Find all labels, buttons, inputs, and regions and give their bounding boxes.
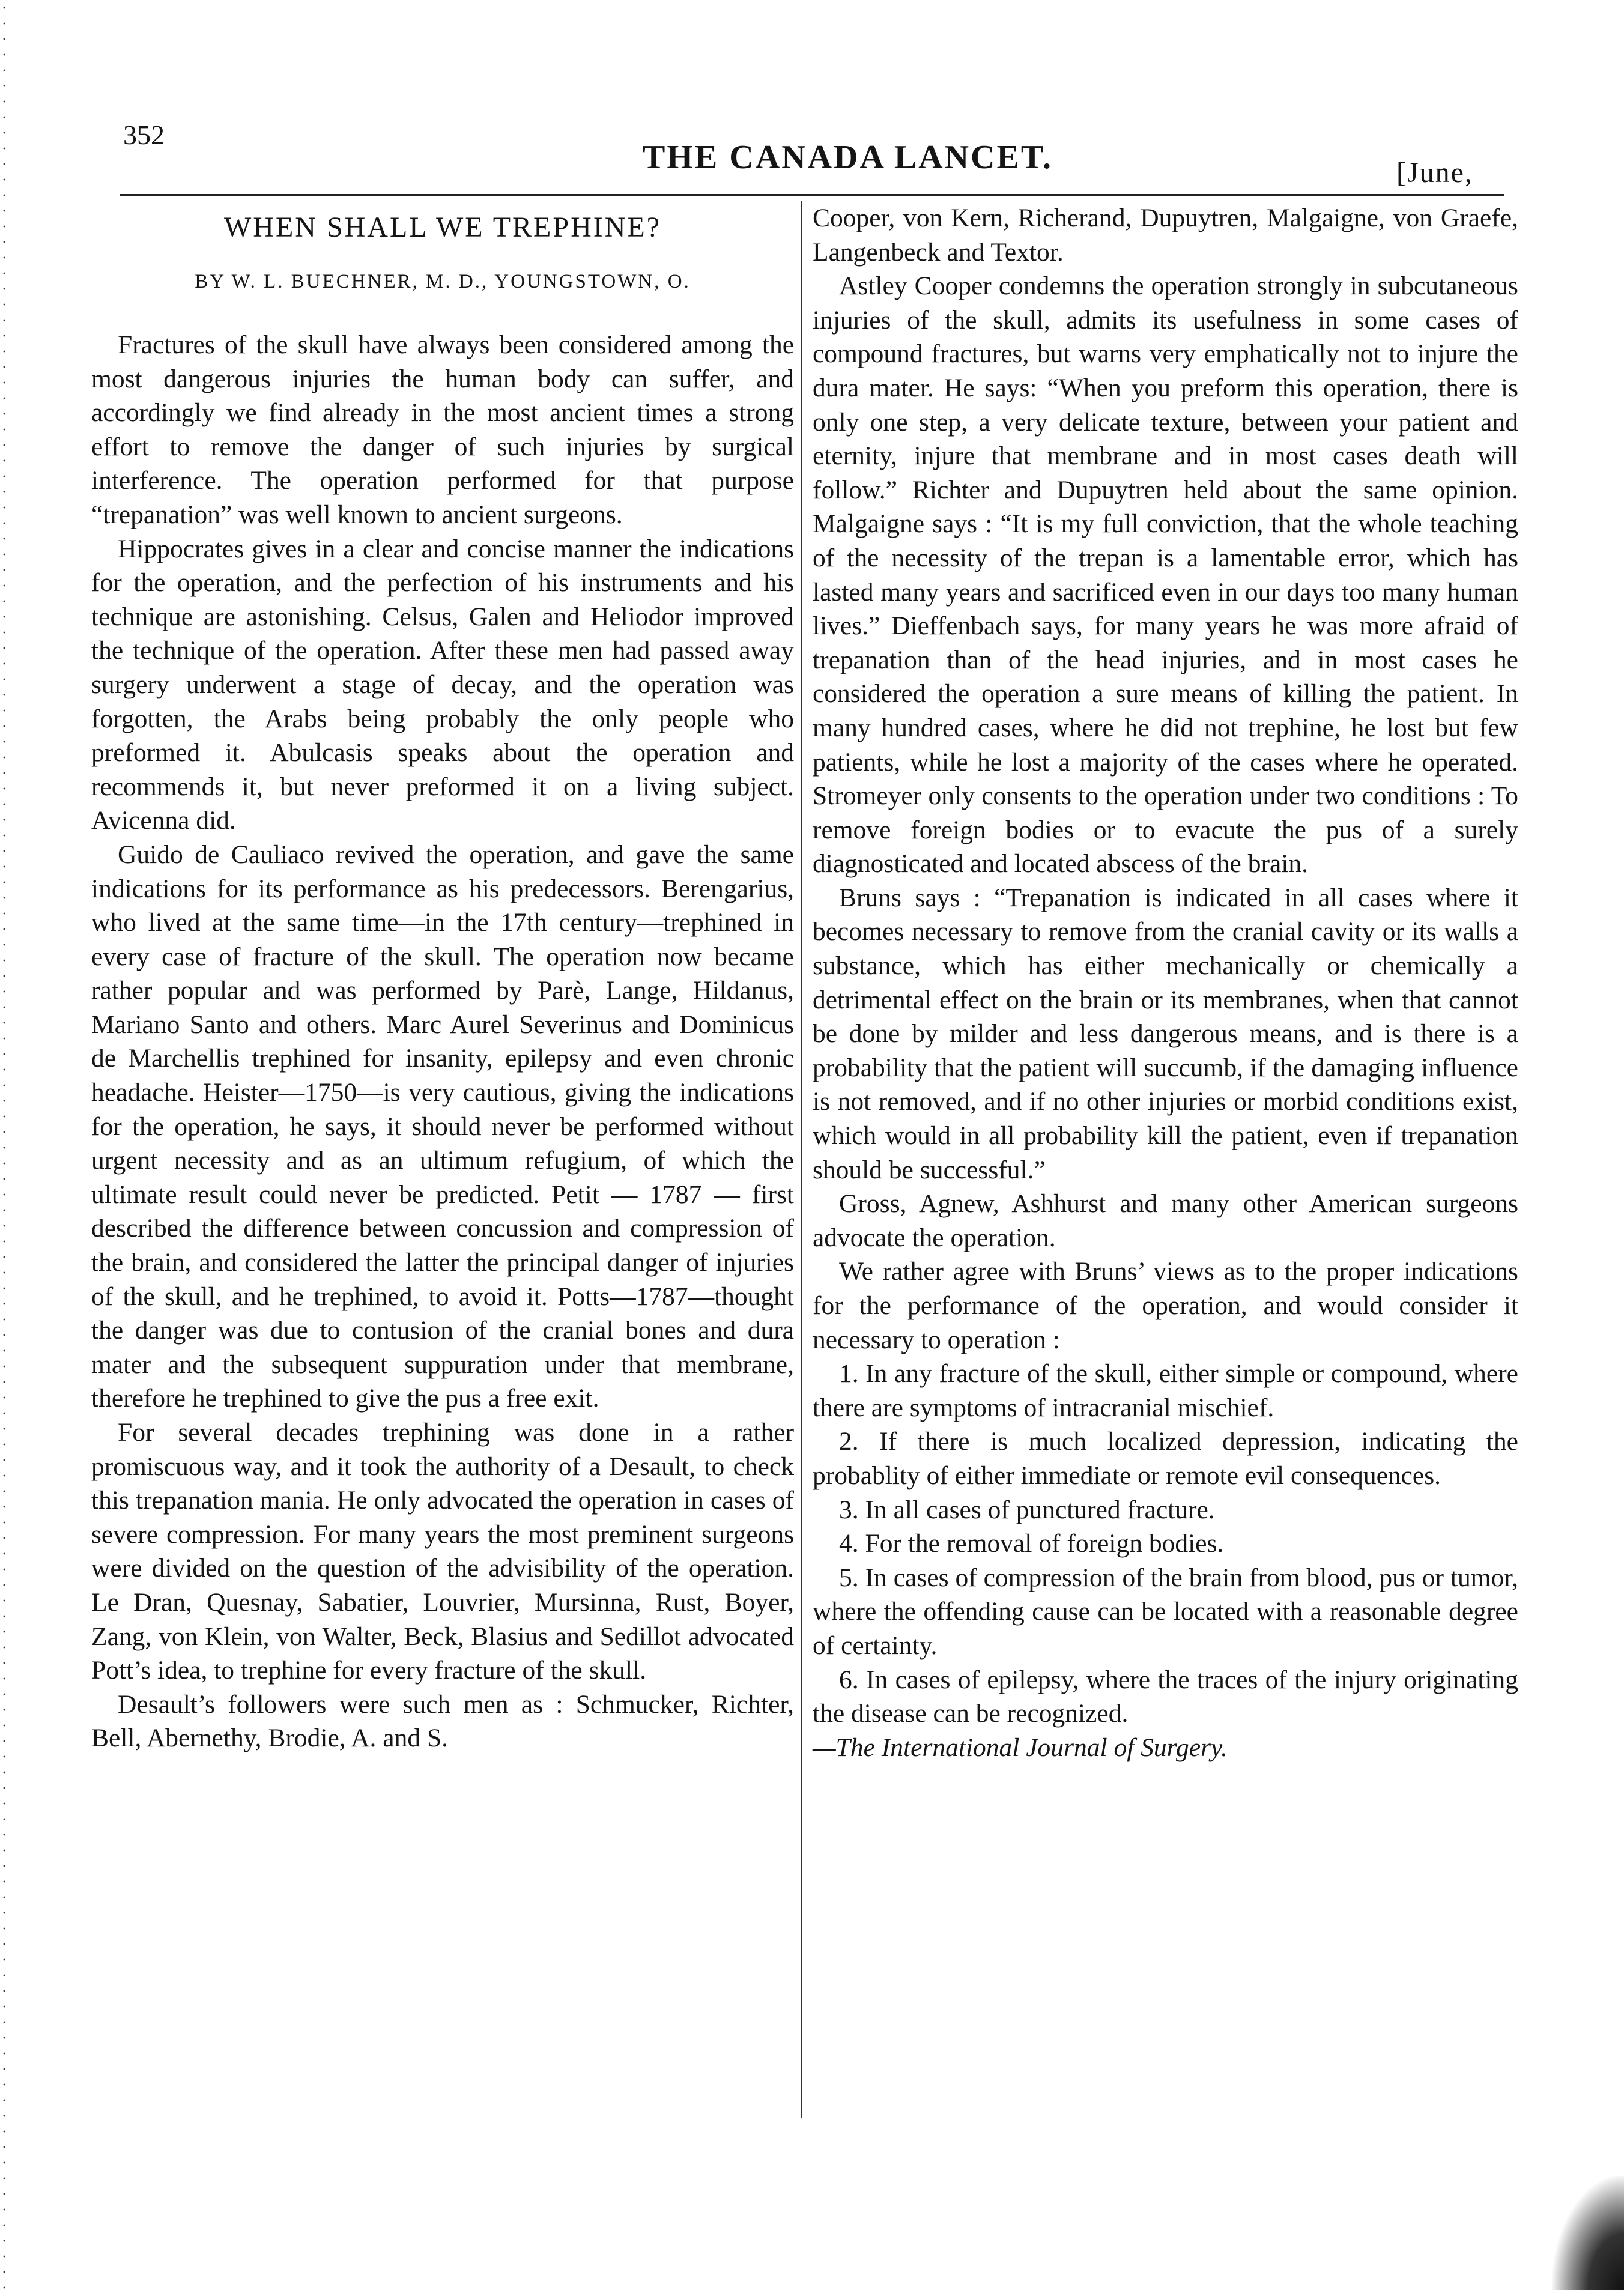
paragraph-astley-cooper: Astley Cooper condemns the operation strongly in subcutaneous injuries of the skull, admits its usefulness in some cases of compound fractures, but warns very emphatically not to injure the dura mater. He says: “When you preform this operation, there is only one step, a very delicate texture, between your patient and eternity, injure that membrane and in most cases death will follow.” Richter and Dupuytren held about the same opinion. Malgaigne says : “It is my full conviction, that the whole teaching of the necessity of the trepan is a lamentable error, which has lasted many years and sacrificed even in our days too many human lives.” Dieffenbach says, for many years he was more afraid of trepanation than of the head injuries, and in most cases he considered the operation a sure means of killing the patient. In many hundred cases, where he did not trephine, he lost but few patients, while he lost a majority of the cases where he operated. Stromeyer only consents to the operation under two conditions : To remove foreign bodies or to evacute the pus of a surely diagnosticated and located abscess of the brain. (813, 271, 1518, 879)
paragraph-conclusion: We rather agree with Bruns’ views as to the proper indications for the performance of the operation, and would consider it necessary to operation : (813, 1257, 1518, 1354)
indication-item: 5. In cases of compression of the brain from blood, pus or tumor, where the offending cause can be located with a reasonable degree of certainty. (813, 1563, 1518, 1660)
indication-item: 1. In any fracture of the skull, either simple or compound, where there are symptoms of intracranial mischief. (813, 1359, 1518, 1422)
article-title: WHEN SHALL WE TREPHINE? (223, 211, 661, 243)
source-citation: —The International Journal of Surgery. (813, 1733, 1228, 1762)
paragraph-intro: Fractures of the skull have always been considered among the most dangerous injuries the human body can suffer, and accordingly we find already in the most ancient times a strong effort to remove the danger of such injuries by surgical interference. The operation performed for that purpose “trepanation” was well known to ancient surgeons. (91, 330, 794, 529)
journal-title: THE CANADA LANCET. (643, 139, 1053, 176)
paragraph-bruns: Bruns says : “Trepanation is indicated in all cases where it becomes necessary to remove from the cranial cavity or its walls a substance, which has either mechanically or chemically a detrimental effect on the brain or its membranes, when that cannot be done by milder and less dangerous means, and is there is a probability that the patient will succumb, if the damaging influence is not removed, and if no other injuries or morbid conditions exist, which would in all probability kill the patient, even if trepanation should be successful.” (813, 883, 1518, 1184)
page-number: 352 (123, 120, 165, 150)
indication-item: 3. In all cases of punctured fracture. (839, 1495, 1215, 1524)
paragraph-guido: Guido de Cauliaco revived the operation, and gave the same indications for its performance as his predecessors. Berengarius, who lived at the same time—in the 17th century—trephined in every case of fracture of the skull. The operation now became rather popular and was performed by Parè, Lange, Hildanus, Mariano Santo and others. Marc Aurel Severinus and Dominicus de Marchellis trephined for insanity, epilepsy and even chronic headache. Heister—1750—is very cautious, giving the indications for the operation, he says, it should never be performed without urgent necessity and as an ultimum refugium, of which the ultimate result could never be predicted. Petit — 1787 — first described the difference between concussion and compression of the brain, and considered the latter the principal danger of injuries of the skull, and he trephined, to avoid it. Potts—1787—thought the danger was due to contusion of the cranial bones and dura mater and the subsequent suppuration under that membrane, therefore he trephined to give the pus a free exit. (91, 840, 794, 1413)
binding-edge-dots (2, 0, 6, 2290)
right-column (813, 201, 1518, 2147)
issue-month: [June, (1396, 157, 1473, 189)
article-byline: BY W. L. BUECHNER, M. D., YOUNGSTOWN, O. (195, 271, 691, 292)
paragraph-decades: For several decades trephining was done in a rather promiscuous way, and it took the authority of a Desault, to check this trepanation mania. He only advocated the operation in cases of severe compression. For many years the most preminent surgeons were divided on the question of the advisibility of the operation. Le Dran, Quesnay, Sabatier, Louvrier, Mursinna, Rust, Boyer, Zang, von Klein, von Walter, Beck, Blasius and Sedillot advocated Pott’s idea, to trephine for every fracture of the skull. (91, 1418, 794, 1685)
page-corner-shadow (1552, 2176, 1624, 2290)
paragraph-continuation: Cooper, von Kern, Richerand, Dupuytren, Malgaigne, von Graefe, Langenbeck and Textor. (813, 204, 1518, 267)
paragraph-desault-followers: Desault’s followers were such men as : Schmucker, Richter, Bell, Abernethy, Brodie, A. and S. (91, 1689, 794, 1753)
header-rule (120, 194, 1504, 196)
paragraph-american-surgeons: Gross, Agnew, Ashhurst and many other American surgeons advocate the operation. (813, 1189, 1518, 1252)
indication-item: 4. For the removal of foreign bodies. (839, 1529, 1224, 1558)
indication-item: 6. In cases of epilepsy, where the traces of the injury originating the disease can be recognized. (813, 1665, 1518, 1728)
paragraph-hippocrates: Hippocrates gives in a clear and concise manner the indications for the operation, and the perfection of his instruments and his technique are astonishing. Celsus, Galen and Heliodor improved the technique of the operation. After these men had passed away surgery underwent a stage of decay, and the operation was forgotten, the Arabs being probably the only people who preformed it. Abulcasis speaks about the operation and recommends it, but never preformed it on a living subject. Avicenna did. (91, 534, 794, 835)
left-column (91, 201, 794, 2147)
column-divider (801, 201, 802, 2118)
indication-item: 2. If there is much localized depression, indicating the probablity of either immediate or remote evil consequences. (813, 1427, 1518, 1490)
